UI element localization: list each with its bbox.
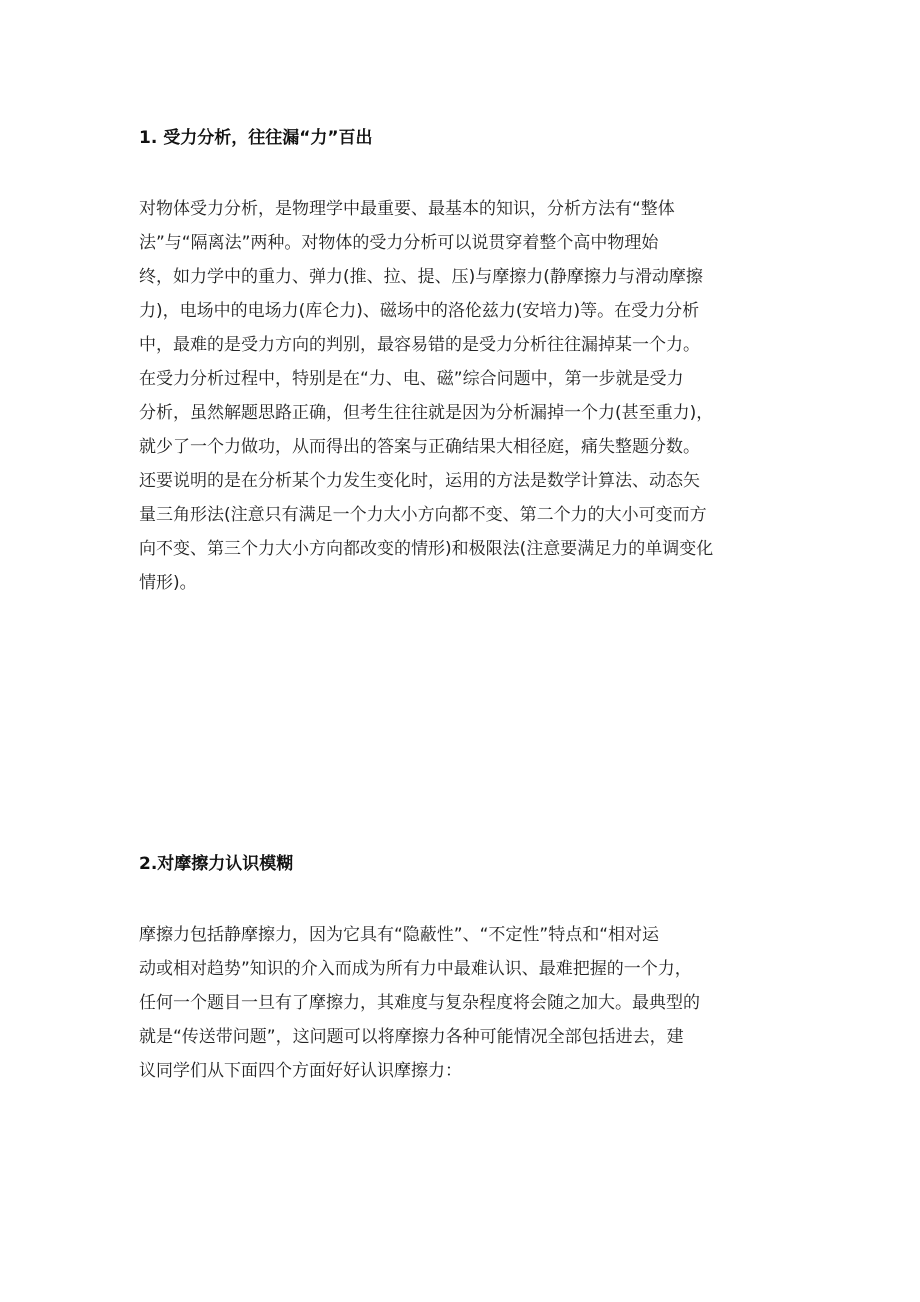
paragraph-line: 向不变、第三个力大小方向都改变的情形)和极限法(注意要满足力的单调变化	[139, 539, 714, 559]
section-paragraph-1	[139, 192, 713, 600]
paragraph-line: 摩擦力包括静摩擦力，因为它具有“隐蔽性”、“不定性”特点和“相对运	[139, 925, 660, 945]
paragraph-line: 议同学们从下面四个方面好好认识摩擦力：	[139, 1061, 462, 1081]
paragraph-line: 动或相对趋势”知识的介入而成为所有力中最难认识、最难把握的一个力，	[139, 959, 692, 979]
section-paragraph-2	[139, 918, 700, 1088]
paragraph-line: 在受力分析过程中，特别是在“力、电、磁”综合问题中，第一步就是受力	[139, 369, 684, 389]
paragraph-line: 还要说明的是在分析某个力发生变化时，运用的方法是数学计算法、动态矢	[139, 471, 700, 491]
paragraph-line: 对物体受力分析，是物理学中最重要、最基本的知识，分析方法有“整体	[139, 199, 675, 219]
paragraph-line: 分析，虽然解题思路正确，但考生往往就是因为分析漏掉一个力(甚至重力)，	[139, 403, 714, 423]
paragraph-line: 任何一个题目一旦有了摩擦力，其难度与复杂程度将会随之加大。最典型的	[139, 993, 700, 1013]
paragraph-line: 法”与“隔离法”两种。对物体的受力分析可以说贯穿着整个高中物理始	[139, 233, 659, 253]
paragraph-line: 就是“传送带问题”，这问题可以将摩擦力各种可能情况全部包括进去，建	[139, 1027, 684, 1047]
paragraph-line: 就少了一个力做功，从而得出的答案与正确结果大相径庭，痛失整题分数。	[139, 437, 700, 457]
paragraph-line: 中，最难的是受力方向的判别，最容易错的是受力分析往往漏掉某一个力。	[139, 335, 700, 355]
paragraph-line: 情形)。	[139, 573, 197, 593]
section-heading-2: 2.对摩擦力认识模糊	[139, 854, 294, 874]
section-heading-1: 1. 受力分析，往往漏“力”百出	[139, 128, 373, 148]
paragraph-line: 力)，电场中的电场力(库仑力)、磁场中的洛伦兹力(安培力)等。在受力分析	[139, 301, 700, 321]
paragraph-line: 终，如力学中的重力、弹力(推、拉、提、压)与摩擦力(静摩擦力与滑动摩擦	[139, 267, 703, 287]
paragraph-line: 量三角形法(注意只有满足一个力大小方向都不变、第二个力的大小可变而方	[139, 505, 707, 525]
